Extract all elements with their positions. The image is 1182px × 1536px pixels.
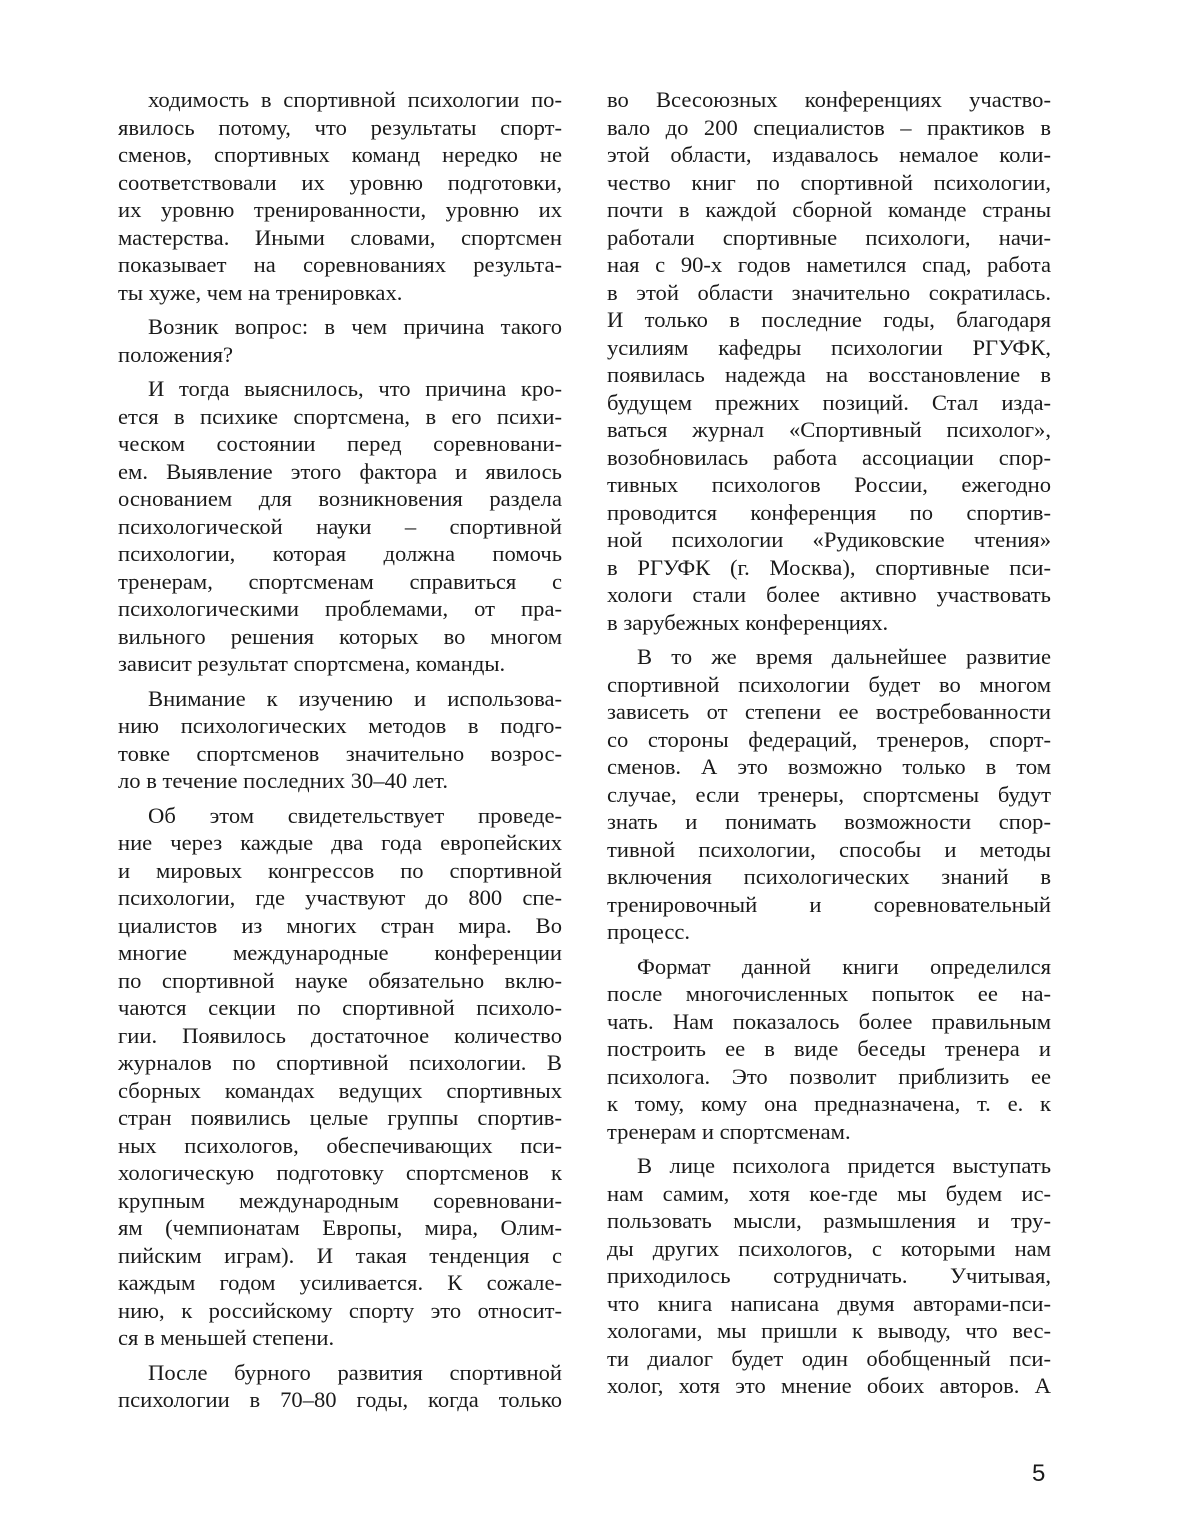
text-line: хологами, мы пришли к выводу, что вес-	[607, 1318, 1051, 1343]
text-line: Внимание к изучению и использова-	[148, 685, 562, 711]
text-line: проводится конференция по спортив-	[607, 499, 1051, 525]
paragraph-gap	[607, 636, 1051, 643]
text-line: основанием для возникновения раздела	[118, 486, 562, 511]
text-line: чать. Нам показалось более правильным	[607, 1008, 1051, 1034]
text-line: соответствовали их уровню подготовки,	[118, 169, 562, 195]
text-line: гии. Появилось достаточное количество	[118, 1022, 562, 1048]
text-line: ется в психике спортсмена, в его психи-	[118, 403, 562, 429]
text-line: психологии, которая должна помочь	[118, 541, 562, 566]
text-line: каждым годом усиливается. К сожале-	[118, 1270, 562, 1295]
text-line: товке спортсменов значительно возрос-	[118, 740, 562, 766]
text-line: вало до 200 специалистов – практиков в	[607, 114, 1051, 140]
text-line: психолога. Это позволит приблизить ее	[607, 1063, 1051, 1089]
text-line: пользовать мысли, размышления и тру-	[607, 1208, 1051, 1233]
text-line: психологии, где участвуют до 800 спе-	[118, 885, 562, 910]
text-line: мастерства. Иными словами, спортсмен	[118, 224, 562, 250]
text-line: нам самим, хотя кое-где мы будем ис-	[607, 1180, 1051, 1206]
text-line: И тогда выяснилось, что причина кро-	[148, 376, 562, 401]
text-line: что книга написана двумя авторами-пси-	[607, 1290, 1051, 1316]
text-line: тивной психологии, способы и методы	[607, 836, 1051, 862]
text-line: случае, если тренеры, спортсмены будут	[607, 781, 1051, 807]
text-line: сменов. А это возможно только в том	[607, 754, 1051, 779]
text-line: Об этом свидетельствует проведе-	[148, 802, 562, 828]
text-line: ческом состоянии перед соревновани-	[118, 431, 562, 456]
paragraph	[118, 1359, 562, 1414]
paragraph-gap	[118, 795, 562, 802]
text-line: холог, хотя это мнение обоих авторов. А	[607, 1373, 1051, 1398]
left-column	[118, 86, 562, 1414]
paragraph	[118, 685, 562, 795]
text-line: ная с 90-х годов наметился спад, работа	[607, 252, 1051, 277]
text-line: Формат данной книги определился	[637, 953, 1051, 979]
text-line: тивных психологов России, ежегодно	[607, 472, 1051, 497]
text-line: вильного решения которых во многом	[118, 623, 562, 649]
text-line: ем. Выявление этого фактора и явилось	[118, 458, 562, 484]
text-line: нию психологических методов в подго-	[118, 713, 562, 738]
text-line: ды других психологов, с которыми нам	[607, 1235, 1051, 1261]
paragraph-gap	[118, 678, 562, 685]
text-line: построить ее в виде беседы тренера и	[607, 1036, 1051, 1061]
paragraph	[118, 375, 562, 678]
text-line: возобновилась работа ассоциации спор-	[607, 444, 1051, 470]
paragraph	[118, 802, 562, 1352]
text-line: тренерам и спортсменам.	[607, 1118, 851, 1144]
text-line: со стороны федераций, тренеров, спорт-	[607, 726, 1051, 752]
text-line: тренерам, спортсменам справиться с	[118, 568, 562, 594]
text-line: их уровню тренированности, уровню их	[118, 197, 562, 222]
text-line: явилось потому, что результаты спорт-	[118, 114, 562, 140]
text-line: психологии в 70–80 годы, когда только	[118, 1387, 562, 1412]
text-line: ям (чемпионатам Европы, мира, Олим-	[118, 1215, 562, 1240]
paragraph-gap	[118, 368, 562, 375]
text-line: почти в каждой сборной команде страны	[607, 197, 1051, 222]
text-line: После бурного развития спортивной	[148, 1359, 562, 1385]
text-line: ваться журнал «Спортивный психолог»,	[607, 417, 1051, 442]
text-line: многие международные конференции	[118, 940, 562, 965]
text-line: ло в течение последних 30–40 лет.	[118, 768, 448, 793]
text-line: нию, к российскому спорту это относит-	[118, 1297, 562, 1323]
text-line: в РГУФК (г. Москва), спортивные пси-	[607, 554, 1051, 580]
text-line: Возник вопрос: в чем причина такого	[148, 314, 562, 339]
paragraph-gap	[607, 1145, 1051, 1152]
text-line: хологи стали более активно участвовать	[607, 582, 1051, 607]
text-line: и мировых конгрессов по спортивной	[118, 857, 562, 883]
paragraph-gap	[118, 306, 562, 313]
text-line: будущем прежних позиций. Стал изда-	[607, 389, 1051, 415]
text-line: появилась надежда на восстановление в	[607, 362, 1051, 387]
text-line: во Всесоюзных конференциях участво-	[607, 87, 1051, 112]
text-line: циалистов из многих стран мира. Во	[118, 912, 562, 938]
text-line: ты хуже, чем на тренировках.	[118, 279, 403, 305]
text-line: в этой области значительно сократилась.	[607, 279, 1051, 305]
text-line: в зарубежных конференциях.	[607, 609, 889, 635]
text-line: спортивной психологии будет во многом	[607, 671, 1051, 697]
text-line: пийским играм). И такая тенденция с	[118, 1242, 562, 1268]
text-line: В лице психолога придется выступать	[637, 1153, 1051, 1178]
text-line: усилиям кафедры психологии РГУФК,	[607, 334, 1051, 360]
paragraph-gap	[118, 1352, 562, 1359]
paragraph	[607, 953, 1051, 1146]
text-line: ходимость в спортивной психологии по-	[148, 87, 562, 112]
paragraph	[607, 1152, 1051, 1400]
text-line: процесс.	[607, 919, 691, 944]
paragraph	[118, 313, 562, 368]
text-line: В то же время дальнейшее развитие	[637, 644, 1051, 669]
paragraph	[607, 86, 1051, 636]
text-line: этой области, издавалось немалое коли-	[607, 142, 1051, 167]
text-line: ной психологии «Рудиковские чтения»	[607, 527, 1051, 552]
text-line: крупным международным соревновани-	[118, 1187, 562, 1213]
text-line: по спортивной науке обязательно вклю-	[118, 967, 562, 993]
text-line: к тому, кому она предназначена, т. е. к	[607, 1091, 1051, 1116]
text-line: после многочисленных попыток ее на-	[607, 981, 1051, 1006]
text-line: психологическими проблемами, от пра-	[118, 596, 562, 621]
text-line: ся в меньшей степени.	[118, 1325, 335, 1350]
text-line: сменов, спортивных команд нередко не	[118, 142, 562, 167]
text-line: работали спортивные психологи, начи-	[607, 224, 1051, 250]
text-line: стран появились целые группы спортив-	[118, 1105, 562, 1130]
text-line: тренировочный и соревновательный	[607, 891, 1051, 917]
paragraph	[118, 86, 562, 306]
text-line: включения психологических знаний в	[607, 864, 1051, 889]
text-line: показывает на соревнованиях результа-	[118, 252, 562, 277]
text-line: чаются секции по спортивной психоло-	[118, 995, 562, 1020]
text-line: чество книг по спортивной психологии,	[607, 169, 1051, 195]
text-line: ти диалог будет один обобщенный пси-	[607, 1345, 1051, 1371]
text-line: хологическую подготовку спортсменов к	[118, 1160, 562, 1185]
text-line: журналов по спортивной психологии. В	[118, 1050, 562, 1075]
text-line: положения?	[118, 341, 234, 367]
text-line: психологической науки – спортивной	[118, 513, 562, 539]
paragraph	[607, 643, 1051, 946]
text-line: зависеть от степени ее востребованности	[607, 699, 1051, 724]
right-column	[607, 86, 1051, 1400]
text-line: ние через каждые два года европейских	[118, 830, 562, 855]
text-line: приходилось сотрудничать. Учитывая,	[607, 1263, 1051, 1288]
text-line: зависит результат спортсмена, команды.	[118, 651, 506, 676]
text-line: знать и понимать возможности спор-	[607, 809, 1051, 834]
text-line: сборных командах ведущих спортивных	[118, 1077, 562, 1103]
page-number: 5	[1032, 1460, 1046, 1487]
text-line: И только в последние годы, благодаря	[607, 307, 1051, 332]
paragraph-gap	[607, 946, 1051, 953]
text-line: ных психологов, обеспечивающих пси-	[118, 1132, 562, 1158]
